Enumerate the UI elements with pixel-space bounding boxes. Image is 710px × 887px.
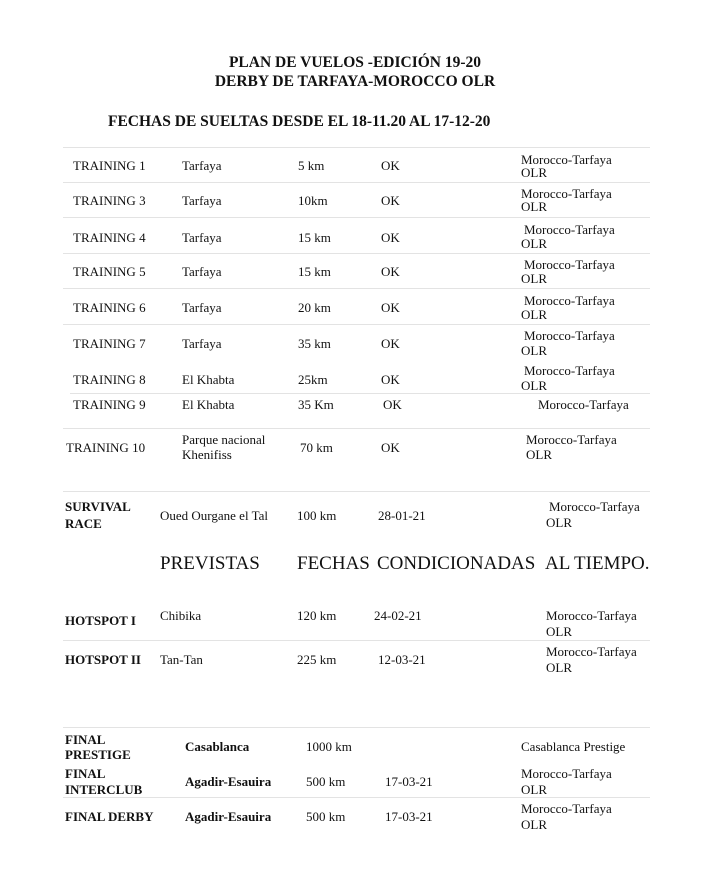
race-date: 17-03-21 [385,774,433,789]
training-distance: 15 km [298,230,331,245]
organizer-suffix: OLR [526,447,552,462]
training-place: Tarfaya [182,230,222,245]
organizer: Morocco-Tarfaya [524,363,615,378]
race-place: Tan-Tan [160,652,203,667]
training-name: TRAINING 4 [73,230,146,245]
training-place: El Khabta [182,372,235,387]
row-divider [63,217,650,218]
row-divider [63,324,650,325]
race-distance: 500 km [306,774,346,789]
training-place: Tarfaya [182,158,222,173]
organizer: Morocco-Tarfaya [521,186,612,201]
training-place: Tarfaya [182,336,222,351]
organizer: Morocco-Tarfaya [538,397,629,412]
training-name: TRAINING 7 [73,336,146,351]
training-name: TRAINING 5 [73,264,146,279]
race-place: Casablanca [185,739,250,754]
race-name-line2: INTERCLUB [65,782,143,797]
training-status: OK [381,158,400,173]
training-name: TRAINING 3 [73,193,146,208]
row-divider [63,182,650,183]
document-subtitle: DERBY DE TARFAYA-MOROCCO OLR [214,73,496,90]
training-name: TRAINING 9 [73,397,146,412]
race-place: Agadir-Esauira [185,774,272,789]
organizer-suffix: OLR [521,817,547,832]
training-name: TRAINING 8 [73,372,146,387]
race-name: FINAL [65,766,106,781]
race-name: FINAL DERBY [65,809,154,824]
organizer-suffix: OLR [521,165,547,180]
document-title: PLAN DE VUELOS -EDICIÓN 19-20 [228,54,482,71]
row-divider [63,253,650,254]
row-divider [63,491,650,492]
organizer: Morocco-Tarfaya [524,293,615,308]
race-place: Agadir-Esauira [185,809,272,824]
row-divider [70,393,650,394]
organizer: Morocco-Tarfaya [521,152,612,167]
organizer: Morocco-Tarfaya [546,608,637,623]
release-dates-heading: FECHAS DE SUELTAS DESDE EL 18-11.20 AL 17-12-20 [108,113,491,130]
organizer: Morocco-Tarfaya [546,644,637,659]
training-place: El Khabta [182,397,235,412]
training-place: Tarfaya [182,193,222,208]
row-divider [63,288,650,289]
race-date: 24-02-21 [374,608,422,623]
training-status: OK [383,397,402,412]
race-date: 12-03-21 [378,652,426,667]
training-status: OK [381,264,400,279]
organizer: Morocco-Tarfaya [521,766,612,781]
race-date: 28-01-21 [378,508,426,523]
race-name: SURVIVAL [65,499,131,514]
race-name: FINAL [65,732,106,747]
race-distance: 225 km [297,652,337,667]
training-place-line2: Khenifiss [182,447,232,462]
organizer: Morocco-Tarfaya [524,257,615,272]
race-distance: 100 km [297,508,337,523]
organizer-suffix: OLR [521,199,547,214]
training-place: Parque nacional [182,432,266,447]
training-place: Tarfaya [182,300,222,315]
training-place: Tarfaya [182,264,222,279]
row-divider [63,727,650,728]
organizer-suffix: OLR [521,307,547,322]
race-place: Oued Ourgane el Tal [160,508,268,523]
race-name: HOTSPOT I [65,613,136,628]
training-distance: 35 km [298,336,331,351]
organizer: Morocco-Tarfaya [524,222,615,237]
notice-word: FECHAS [297,553,370,574]
organizer-suffix: OLR [546,660,572,675]
training-distance: 10km [298,193,328,208]
row-divider [63,147,650,148]
organizer-suffix: OLR [521,378,547,393]
training-status: OK [381,193,400,208]
notice-word: CONDICIONADAS [377,553,536,574]
organizer-suffix: OLR [521,271,547,286]
notice-word: PREVISTAS [160,553,260,574]
training-distance: 5 km [298,158,325,173]
row-divider [63,428,650,429]
organizer: Morocco-Tarfaya [524,328,615,343]
training-distance: 15 km [298,264,331,279]
row-divider [63,797,650,798]
notice-word: AL TIEMPO. [545,553,650,574]
training-name: TRAINING 6 [73,300,146,315]
training-distance: 70 km [300,440,333,455]
race-distance: 120 km [297,608,337,623]
race-name-line2: PRESTIGE [65,747,131,762]
organizer-suffix: OLR [546,515,572,530]
race-distance: 1000 km [306,739,352,754]
organizer: Morocco-Tarfaya [526,432,617,447]
training-status: OK [381,440,400,455]
race-name-line2: RACE [65,516,102,531]
organizer-suffix: OLR [521,782,547,797]
training-distance: 20 km [298,300,331,315]
organizer: Morocco-Tarfaya [549,499,640,514]
training-name: TRAINING 10 [66,440,146,455]
training-distance: 35 Km [298,397,334,412]
training-status: OK [381,372,400,387]
organizer: Casablanca Prestige [521,739,626,754]
training-status: OK [381,300,400,315]
race-date: 17-03-21 [385,809,433,824]
race-name: HOTSPOT II [65,652,141,667]
training-distance: 25km [298,372,328,387]
organizer-suffix: OLR [521,236,547,251]
organizer: Morocco-Tarfaya [521,801,612,816]
training-status: OK [381,336,400,351]
training-status: OK [381,230,400,245]
row-divider [63,640,650,641]
organizer-suffix: OLR [521,343,547,358]
training-name: TRAINING 1 [73,158,146,173]
race-place: Chibika [160,608,202,623]
organizer-suffix: OLR [546,624,572,639]
race-distance: 500 km [306,809,346,824]
